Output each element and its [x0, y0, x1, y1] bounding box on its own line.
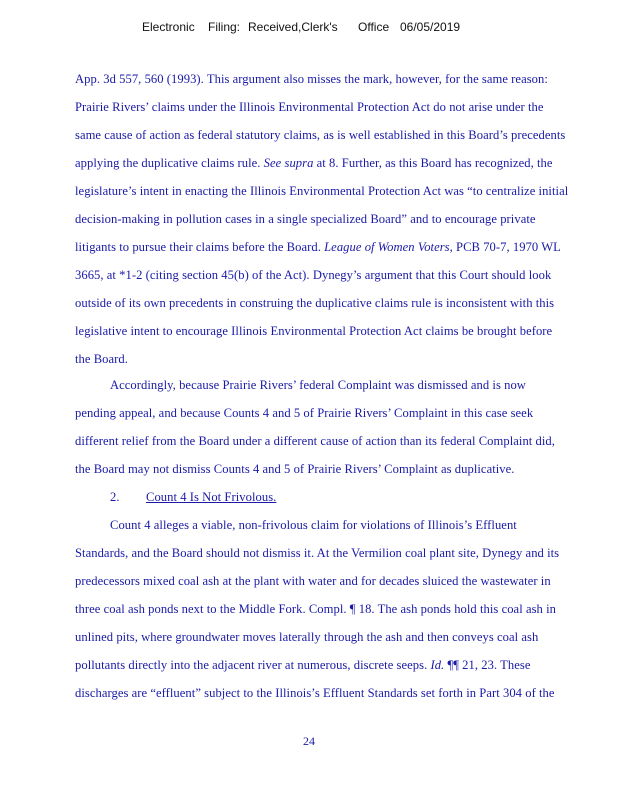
- header-date: 06/05/2019: [400, 20, 461, 34]
- body-line: discharges are “effluent” subject to the Illinois’s Effluent Standards set forth in Part 304 of the: [75, 686, 555, 700]
- section-heading: Count 4 Is Not Frivolous.: [146, 490, 277, 504]
- citation-pcb: , PCB 70-7, 1970 WL: [449, 240, 561, 254]
- citation-id: Id.: [430, 658, 445, 672]
- header-filing: Filing:: [208, 20, 241, 34]
- citation-paragraphs: ¶¶ 21, 23. These: [447, 658, 531, 672]
- body-line: outside of its own precedents in construing the duplicative claims rule is inconsistent with this: [75, 296, 555, 310]
- body-line: legislature’s intent in enacting the Illinois Environmental Protection Act was “to centralize initial: [75, 184, 569, 198]
- body-line: Accordingly, because Prairie Rivers’ federal Complaint was dismissed and is now: [110, 378, 526, 392]
- header-electronic: Electronic: [142, 20, 195, 34]
- body-line: the Board may not dismiss Counts 4 and 5 of Prairie Rivers’ Complaint as duplicative.: [75, 462, 515, 476]
- body-line-text: at 8. Further, as this Board has recognized, the: [316, 156, 553, 170]
- body-line-text: litigants to pursue their claims before the Board.: [75, 240, 321, 254]
- body-line: decision-making in pollution cases in a single specialized Board” and to encourage private: [75, 212, 536, 226]
- body-line: legislative intent to encourage Illinois Environmental Protection Act claims be brought before: [75, 324, 553, 338]
- body-line: predecessors mixed coal ash at the plant with water and for decades sluiced the wastewater in: [75, 574, 551, 588]
- body-line: same cause of action as federal statutory claims, as is well established in this Board’s precedents: [75, 128, 566, 142]
- body-line: Count 4 alleges a viable, non-frivolous claim for violations of Illinois’s Effluent: [110, 518, 517, 532]
- citation-league: League of Women Voters: [324, 240, 450, 254]
- body-line: Standards, and the Board should not dismiss it. At the Vermilion coal plant site, Dynegy and its: [75, 546, 560, 560]
- body-line: 3665, at *1-2 (citing section 45(b) of the Act). Dynegy’s argument that this Court should look: [75, 268, 552, 282]
- citation-see-supra: See supra: [263, 156, 314, 170]
- body-line-text: pollutants directly into the adjacent river at numerous, discrete seeps.: [75, 658, 428, 672]
- body-line: the Board.: [75, 352, 128, 366]
- header-received: Received,Clerk's: [248, 20, 338, 34]
- body-line: [75, 156, 553, 171]
- page-number: 24: [303, 734, 315, 748]
- body-line: App. 3d 557, 560 (1993). This argument also misses the mark, however, for the same reason:: [75, 72, 548, 86]
- body-line-text: applying the duplicative claims rule.: [75, 156, 261, 170]
- body-line: [75, 240, 561, 255]
- section-number: 2.: [110, 490, 120, 504]
- body-line: unlined pits, where groundwater moves laterally through the ash and then conveys coal ash: [75, 630, 539, 644]
- body-line: three coal ash ponds next to the Middle Fork. Compl. ¶ 18. The ash ponds hold this coal ash in: [75, 602, 556, 616]
- body-line: [75, 658, 530, 673]
- header-office: Office: [358, 20, 390, 34]
- body-line: different relief from the Board under a different cause of action than its federal Complaint did,: [75, 434, 555, 448]
- body-line: pending appeal, and because Counts 4 and 5 of Prairie Rivers’ Complaint in this case seek: [75, 406, 534, 420]
- body-line: Prairie Rivers’ claims under the Illinois Environmental Protection Act do not arise under the: [75, 100, 544, 114]
